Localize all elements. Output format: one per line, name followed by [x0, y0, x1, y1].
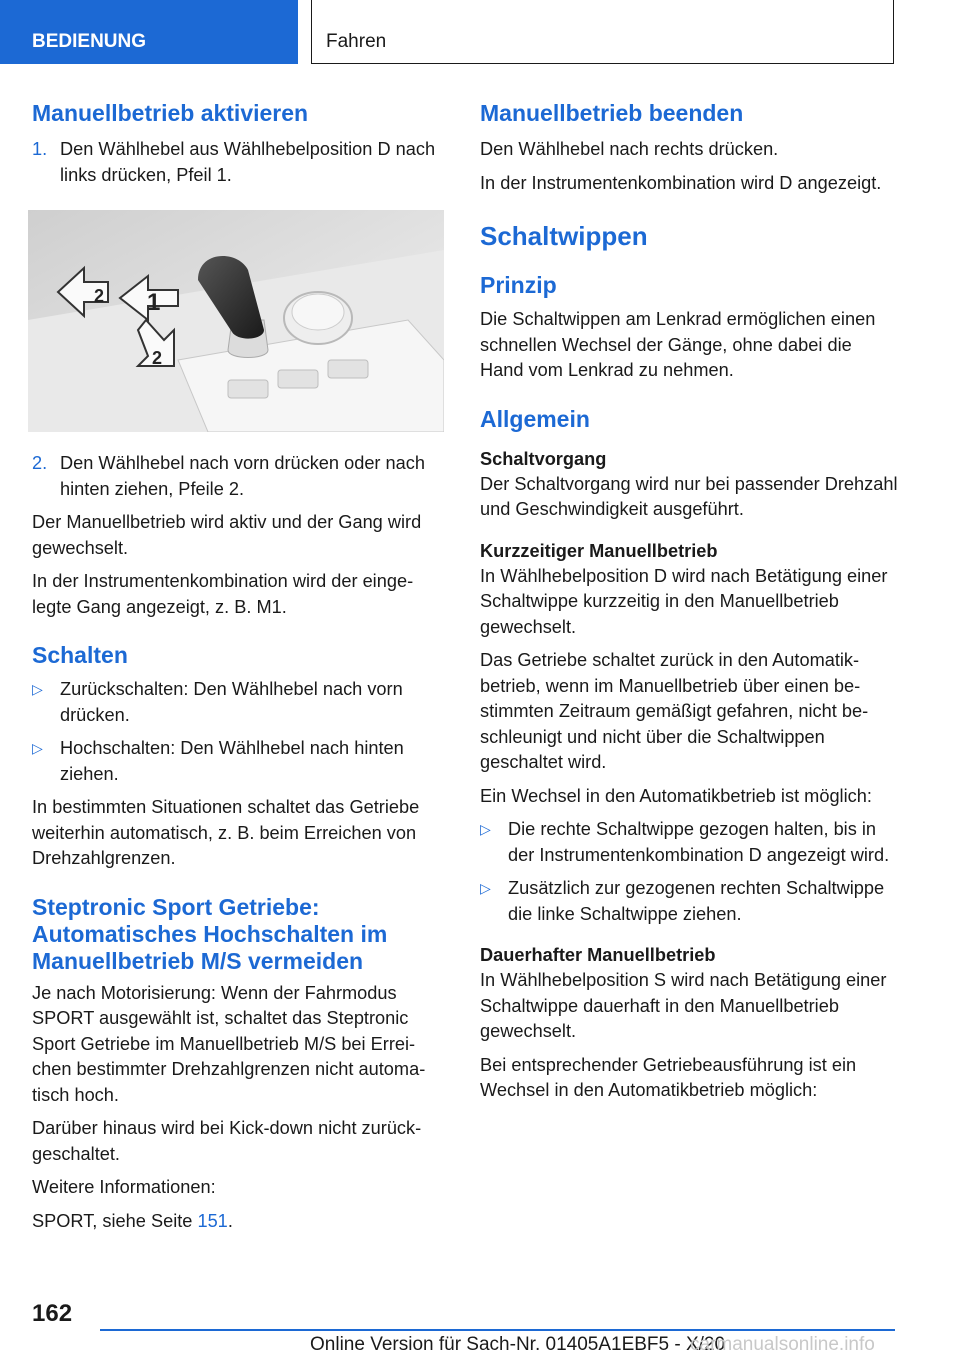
paragraph: Darüber hinaus wird bei Kick-down nicht zurückgeschaltet. [32, 1118, 422, 1164]
triangle-bullet-icon: ▷ [32, 681, 43, 697]
reference-suffix: . [227, 1210, 233, 1231]
list-item [480, 876, 898, 927]
online-version-note: Online Version für Sach-Nr. 01405A1EBF5 - X/20 [310, 1334, 726, 1355]
subheading-permanent-manual: Dauerhafter Manuellbetrieb [480, 945, 716, 965]
paragraph: Ein Wechsel in den Automatikbetrieb ist möglich: [480, 785, 872, 806]
triangle-bullet-icon: ▷ [480, 880, 491, 896]
paragraph: In Wählhebelposition S wird nach Betätigung einer Schaltwippe dauerhaft in den Manuellbetrieb gewechselt. [480, 970, 887, 1041]
chapter-title: Fahren [311, 0, 894, 64]
reference-prefix: SPORT, siehe Seite [32, 1210, 198, 1231]
triangle-bullet-icon: ▷ [32, 740, 43, 756]
list-item [32, 736, 444, 787]
gear-selector-figure [28, 210, 444, 432]
paragraph: Der Manuellbetrieb wird aktiv und der Gang wird gewechselt. [32, 512, 422, 558]
page-link[interactable]: 151 [197, 1210, 228, 1231]
heading-shift: Schalten [32, 642, 128, 668]
label-1: 1 [147, 289, 161, 316]
subheading-shift-process: Schaltvorgang [480, 448, 607, 469]
paragraph: Je nach Motorisierung: Wenn der Fahrmodus SPORT ausgewählt ist, schaltet das Steptronic Sport Getriebe im Manuellbetrieb M/S bei Erreichen bestimmter Drehzahlgrenzen nicht automatisch hoch. [32, 982, 426, 1105]
page-number: 162 [32, 1300, 73, 1327]
heading-shift-paddles: Schaltwippen [480, 221, 648, 251]
step-text: Den Wählhebel nach vorn drücken oder nach hinten ziehen, Pfeile 2. [60, 453, 425, 499]
step-number: 1. [32, 139, 48, 159]
paragraph: Die Schaltwippen am Lenkrad ermöglichen einen schnellen Wechsel der Gänge, ohne dabei die Hand vom Lenkrad zu nehmen. [480, 309, 876, 380]
right-column [480, 100, 898, 1112]
heading-manual-activate: Manuellbetrieb aktivieren [32, 100, 309, 126]
list-item [32, 677, 444, 728]
section-tab: BEDIENUNG [0, 0, 298, 64]
paragraph: In bestimmten Situationen schaltet das Getriebe weiterhin automatisch, z. B. beim Erreichen von Drehzahlgrenzen. [32, 797, 420, 868]
list-item-text: Zusätzlich zur gezogenen rechten Schaltwippe die linke Schaltwippe ziehen. [508, 878, 885, 924]
footer-divider [100, 1329, 895, 1331]
button [228, 380, 268, 398]
list-item-text: Die rechte Schaltwippe gezogen halten, bis in der Instrumentenkombination D angezeigt wird. [508, 819, 890, 865]
step-number: 2. [32, 453, 48, 473]
heading-manual-end: Manuellbetrieb beenden [480, 100, 744, 126]
paragraph: In der Instrumentenkombination wird D angezeigt. [480, 172, 882, 193]
paragraph: Bei entsprechender Getriebeausführung ist ein Wechsel in den Automatikbetrieb möglich: [480, 1054, 857, 1100]
heading-steptronic: Steptronic Sport Getriebe: Automatisches Hochschalten im Manuellbetrieb M/S vermeiden [32, 893, 388, 974]
paragraph: Den Wählhebel nach rechts drücken. [480, 139, 779, 159]
list-item-text: Hochschalten: Den Wählhebel nach hinten ziehen. [60, 738, 404, 784]
paragraph: Das Getriebe schaltet zurück in den Automatikbetrieb, wenn im Manuellbetrieb über einen bestimmten Zeitraum gemäßigt gefahren, nicht beschleunigt und nicht über die Schaltwippen geschaltet wird. [480, 650, 869, 772]
paragraph-cross-reference [32, 1209, 444, 1235]
left-column [32, 100, 444, 1242]
paragraph: In Wählhebelposition D wird nach Betätigung einer Schaltwippe kurzzeitig in den Manuellbetrieb gewechselt. [480, 565, 888, 637]
button [278, 370, 318, 388]
list-item-text: Zurückschalten: Den Wählhebel nach vorn drücken. [60, 679, 403, 725]
paragraph: Weitere Informationen: [32, 1177, 216, 1197]
controller-top [292, 294, 344, 330]
label-2-up: 2 [94, 286, 105, 306]
subheading-temporary-manual: Kurzzeitiger Manuellbetrieb [480, 540, 718, 561]
step-text: Den Wählhebel aus Wählhebelposition D nach links drücken, Pfeil 1. [60, 139, 436, 185]
label-2-down: 2 [152, 348, 163, 368]
paragraph: In der Instrumentenkombination wird der eingelegte Gang angezeigt, z. B. M1. [32, 571, 414, 617]
button [328, 360, 368, 378]
heading-general: Allgemein [480, 405, 590, 432]
step-1 [32, 137, 444, 188]
watermark: carmanualsonline.info [690, 1334, 875, 1355]
list-item [480, 817, 898, 868]
step-2 [32, 451, 444, 502]
triangle-bullet-icon: ▷ [480, 821, 491, 837]
heading-principle: Prinzip [480, 272, 557, 298]
paragraph: Der Schaltvorgang wird nur bei passender Drehzahl und Geschwindigkeit ausgeführt. [480, 473, 898, 519]
